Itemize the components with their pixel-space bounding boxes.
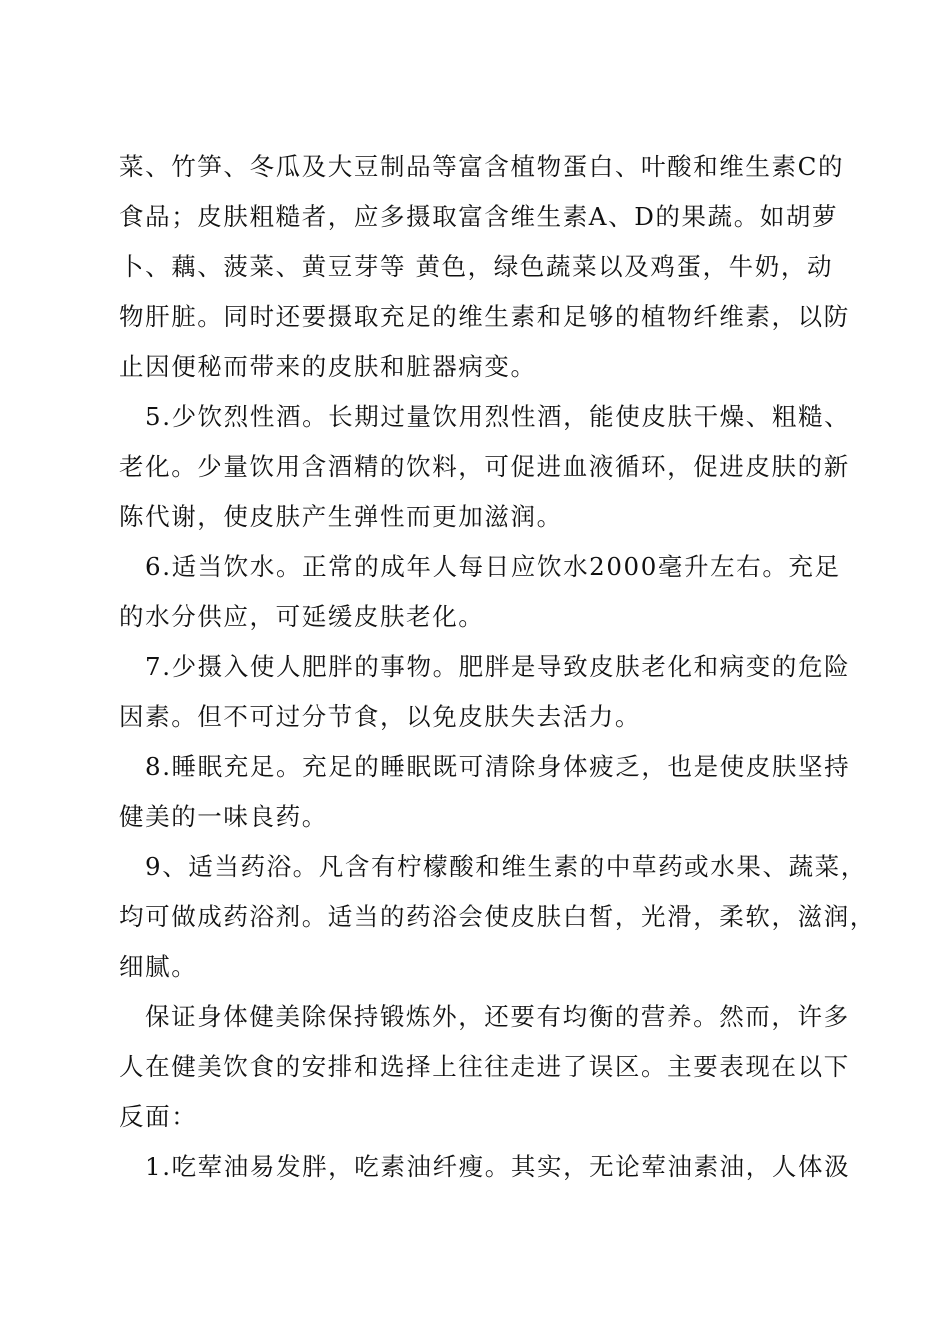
text-line: 健美的一味良药。 [119,802,328,831]
text-line: 6.适当饮水。正常的成年人每日应饮水2000毫升左右。充足 [145,552,841,581]
text-line: 人在健美饮食的安排和选择上往往走进了误区。主要表现在以下 [119,1052,850,1081]
text-line: 均可做成药浴剂。适当的药浴会使皮肤白皙，光滑，柔软，滋润， [119,902,876,931]
text-line: 因素。但不可过分节食，以免皮肤失去活力。 [119,702,641,731]
text-line: 菜、竹笋、冬瓜及大豆制品等富含植物蛋白、叶酸和维生素C的 [119,152,845,181]
text-line: 1.吃荤油易发胖，吃素油纤瘦。其实，无论荤油素油，人体汲 [145,1152,851,1181]
text-line: 细腻。 [119,952,198,981]
text-line: 陈代谢，使皮肤产生弹性而更加滋润。 [119,502,563,531]
text-line: 的水分供应，可延缓皮肤老化。 [119,602,485,631]
text-line: 物肝脏。同时还要摄取充足的维生素和足够的植物纤维素，以防 [119,302,850,331]
text-line: 卜、藕、菠菜、黄豆芽等 黄色，绿色蔬菜以及鸡蛋，牛奶，动 [119,252,834,281]
text-line: 7.少摄入使人肥胖的事物。肥胖是导致皮肤老化和病变的危险 [145,652,851,681]
text-line: 保证身体健美除保持锻炼外，还要有均衡的营养。然而，许多 [145,1002,850,1031]
text-line: 8.睡眠充足。充足的睡眠既可清除身体疲乏，也是使皮肤坚持 [145,752,851,781]
text-line: 9、适当药浴。凡含有柠檬酸和维生素的中草药或水果、蔬菜， [145,852,867,881]
text-line: 5.少饮烈性酒。长期过量饮用烈性酒，能使皮肤干燥、粗糙、 [145,402,851,431]
text-line: 老化。少量饮用含酒精的饮料，可促进血液循环，促进皮肤的新 [119,452,850,481]
text-line: 止因便秘而带来的皮肤和脏器病变。 [119,352,537,381]
text-line: 食品；皮肤粗糙者，应多摄取富含维生素A、D的果蔬。如胡萝 [119,202,839,231]
text-line: 反面： [119,1102,198,1131]
